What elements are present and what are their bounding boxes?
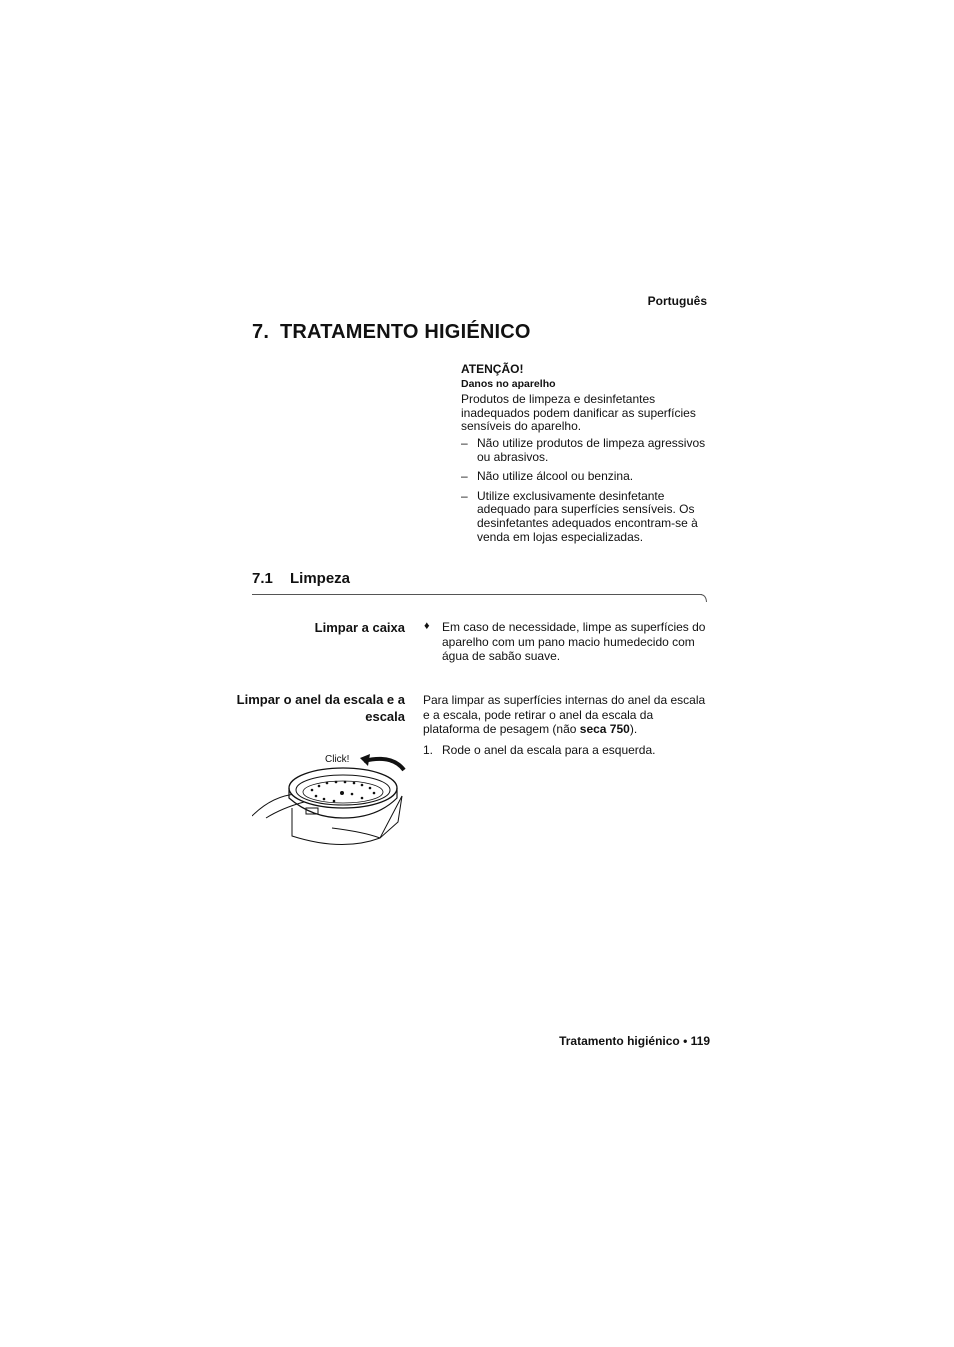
step-text: Rode o anel da escala para a esquerda.: [442, 743, 656, 757]
page-footer: Tratamento higiénico • 119: [559, 1034, 710, 1048]
warning-list: [461, 437, 716, 544]
warning-subtitle: Danos no aparelho: [461, 377, 556, 390]
bullet-icon: ♦: [424, 620, 430, 632]
scale-ring-drawing: [252, 748, 422, 848]
warning-title: ATENÇÃO!: [461, 362, 524, 376]
section-number: 7.1: [252, 570, 273, 587]
step-number: 1.: [423, 743, 434, 757]
click-label: Click!: [325, 754, 350, 765]
arrow-head-icon: [360, 754, 370, 766]
section-heading: [252, 570, 350, 587]
warning-block: [461, 363, 716, 550]
warning-item: [461, 470, 716, 484]
dash-mark: –: [461, 488, 468, 503]
language-label: Português: [647, 294, 707, 308]
warning-item-text: Não utilize álcool ou benzina.: [477, 469, 634, 484]
chapter-number: 7.: [252, 321, 270, 343]
section-rule: [252, 594, 702, 595]
model-name: seca 750: [579, 722, 630, 737]
clean-ring-heading: Limpar o anel da escala e a escala: [236, 692, 405, 724]
warning-body: Produtos de limpeza e desinfetantes inadequados podem danificar as superfícies sensíveis do aparelho.: [461, 392, 696, 434]
scale-ring-illustration: [252, 748, 422, 848]
clean-housing-text: Em caso de necessidade, limpe as superfícies do aparelho com um pano macio humedecido com água de sabão suave.: [442, 620, 706, 664]
clean-housing-heading: Limpar a caixa: [314, 620, 405, 635]
chapter-title: TRATAMENTO HIGIÉNICO: [280, 321, 531, 343]
rotate-arrow-icon: [364, 759, 404, 770]
warning-item-text: Utilize exclusivamente desinfetante adequado para superfícies sensíveis. Os desinfetantes adequados encontram-se à venda em lojas especializadas.: [477, 488, 698, 544]
clean-ring-text: [423, 693, 713, 737]
dash-mark: –: [461, 469, 468, 484]
section-rule-end: [700, 594, 707, 603]
warning-item-text: Não utilize produtos de limpeza agressivos ou abrasivos.: [477, 435, 706, 464]
dash-mark: –: [461, 435, 468, 450]
step-item: [423, 743, 713, 758]
warning-item: [461, 437, 716, 464]
section-title: Limpeza: [290, 570, 351, 587]
clean-ring-text-start: Para limpar as superfícies internas do anel da escala e a escala, pode retirar o anel da escala da plataforma de pesagem (não: [423, 693, 706, 737]
chapter-heading: [252, 321, 531, 344]
clean-ring-text-end: ).: [629, 722, 638, 737]
warning-item: [461, 490, 716, 544]
